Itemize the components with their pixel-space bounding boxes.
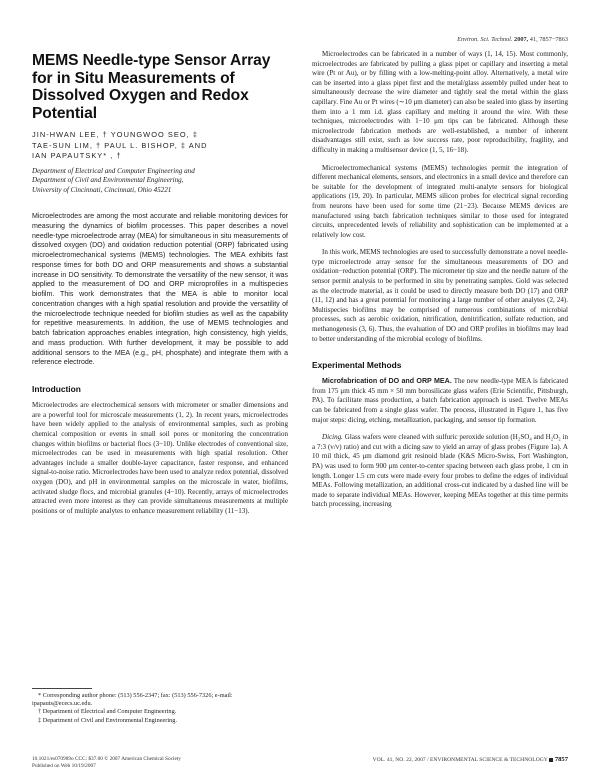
affiliation-line: University of Cincinnati, Cincinnati, Ohio 45221 [32,185,172,194]
journal-year: 2007, [514,36,529,43]
footnote-corresponding: * Corresponding author phone: (513) 556-2347; fax: (513) 556-7326; e-mail: ipapauts@ececs.uc.edu. [32,692,233,708]
journal-volume: 41, [529,36,538,43]
published-line: Published on Web 10/19/2007 [32,763,96,769]
author-line: TAE-SUN LIM, † PAUL L. BISHOP, ‡ AND [32,140,208,150]
running-header [300,36,568,43]
journal-pages: 7857−7863 [539,36,568,43]
footnotes [32,692,288,725]
subsection-runin-heading: Dicing. [322,433,343,442]
body-paragraph: Microelectrodes can be fabricated in a number of ways (1, 14, 15). Most commonly, microelectrodes are fabricated by pulling a glass pipet or capillary and inserting a metal wire (Pt or Au), or by filling with a low-melting-point alloy. Alternatively, a metal wire can be inserted into a glass pipet first and the metal/glass assembly pulled under heat to simultaneously decrease the wire diameter and tightly seal the metal within the glass capillary. Fine Au or Pt wires (∼10 μm diameter) can also be sealed into glass by inserting them into a 1 mm i.d. glass capillary and melting it around the wire. With these techniques, microelectrodes with 1−10 μm tips can be fabricated. Although these microelectrode fabrication methods are well-established, a number of inherent disadvantages still exist, such as low success rate, poor reproducibility, fragility, and difficulty in making a multisensor device (1, 5, 16−18). [312,50,568,154]
abstract: Microelectrodes are among the most accurate and reliable monitoring devices for measuring the dynamics of biofilm processes. This paper describes a novel needle-type microelectrode array (MEA) for simultaneous in situ measurements of dissolved oxygen (DO) and oxidation reduction potential (ORP) fabricated using microelectromechanical systems (MEMS) technologies. The MEA exhibits fast response times for both DO and ORP measurements and shows a substantial increase in DO sensitivity. To demonstrate the versatility of the new sensor, it was applied to the measurement of DO and ORP microprofiles in a multispecies biofilm. This work demonstrates that the MEA is able to monitor local concentration changes with a high spatial resolution and provide the versatility of the microelectrode technique needed for biofilm studies as well as the capability for repetitive measurements. In addition, the use of MEMS technologies and batch fabrication approaches enables integration, high consistency, high yields, and mass production. With further development, it may be possible to add additional sensors to the MEA (e.g., pH, phosphate) and integrate them with a reference electrode. [32,213,288,367]
affiliation-line: Department of Civil and Environmental Engineering, [32,176,184,185]
footnote-dept-cee: ‡ Department of Civil and Environmental Engineering. [38,716,178,724]
journal-name: Environ. Sci. Technol. [457,36,513,43]
affiliation-line: Department of Electrical and Computer Engineering and [32,166,195,175]
article-title: MEMS Needle-type Sensor Array for in Situ Measurements of Dissolved Oxygen and Redox Potential [32,52,271,122]
author-line: IAN PAPAUTSKY* , † [32,150,122,160]
journal-footer [300,756,568,763]
doi-footer [32,756,292,770]
journal-footer-text: VOL. 41, NO. 22, 2007 / ENVIRONMENTAL SCIENCE & TECHNOLOGY [372,757,548,763]
affiliation [32,167,288,195]
footnote-dept-ece: † Department of Electrical and Computer Engineering. [38,708,177,716]
left-column [32,52,288,516]
introduction-paragraph: Microelectrodes are electrochemical sensors with micrometer or smaller dimensions and are a powerful tool for microscale measurements (1, 2). In recent years, microelectrodes have been widely applied to the analysis of environmental samples, such as probing chemical composition or events in small soil pores or monitoring the concentration changes within biofilms or bacterial flocs (3−10). Unlike electrodes of conventional size, microelectrodes can be used in measurements with high spatial resolution. Other advantages include a smaller double-layer capacitance, faster response, and enhanced signal-to-noise ratio. Microelectrodes have been used to analyze redox potential, dissolved oxygen (DO), and pH in environmental samples on the microscale in water, biofilms, activated sludge flocs, and microbial granules (4−10). Recently, arrays of microelectrodes attracted even more interest as they can provide simultaneous measurements at multiple positions or of multiple analytes to enhance measurement reliability (11−13). [32,401,288,515]
footnote-rule [32,688,92,689]
square-bullet-icon [549,758,553,762]
page-number: 7857 [554,756,568,763]
body-paragraph: Microelectromechanical systems (MEMS) technologies permit the integration of different mechanical elements, sensors, and electronics in a small device and therefore can be suitable for the development of integrated multi-analyte sensors for biological applications (19, 20). In particular, MEMS silicon probes for electrical signal recording from neurons have been used for some time (21−23). Because MEMS devices are manufactured using batch fabrication techniques similar to those used for integrated circuits, unprecedented levels of reliability and sophistication can be implemented at a relatively low cost. [312,163,568,239]
author-line: JIN-HWAN LEE, † YOUNGWOO SEO, ‡ [32,130,199,140]
paragraph-text: The new needle-type MEA is fabricated from 175 μm thick 45 mm × 50 mm borosilicate glass wafers (Erie Scientific, Pittsburgh, PA). To facilitate mass production, a batch fabrication approach is used. Twelve MEAs can be fabricated from a single glass wafer. The process, illustrated in Figure 1, has five major steps: dicing, etching, metallization, packaging, and sensor tip formation. [312,377,568,424]
author-list [32,130,288,161]
subsection-runin-heading: Microfabrication of DO and ORP MEA. [322,377,452,386]
paragraph-text: Glass wafers were cleaned with sulfuric peroxide solution (H₂SO₄ and H₂O₂ in a 7:3 (v/v) ratio) and cut with a dicing saw to yield an array of glass probes (Figure 1a). A 10 mil thick, 45 μm diamond grit resinoid blade (K&S Micro-Swiss, Fort Washington, PA) was used to form 900 μm center-to-center spacing between each glass probe, 1 cm in length. Longer 1.5 cm cuts were made every four probes to define the edges of individual MEAs. Following metallization, an additional cross-cut indicated by a dashed line will be made to separate individual MEAs. However, keeping MEAs together at this time permits batch processing, increasing [312,433,568,509]
body-paragraph [312,433,568,510]
introduction-heading: Introduction [32,384,81,395]
body-paragraph [312,377,568,425]
right-column [312,50,568,510]
experimental-methods-heading: Experimental Methods [312,360,402,371]
body-paragraph: In this work, MEMS technologies are used to successfully demonstrate a novel needle-type microelectrode array sensor for the simultaneous measurements of DO and oxidation−reduction potential (ORP). The micrometer tip size and the needle nature of the sensor permit analysis to be performed in situ by penetrating samples. Gold was selected as the electrode material, as it could be used to directly measure both DO (17) and ORP (11, 12) and has a great potential for monitoring a large number of other analytes (2, 24). Multispecies biofilms may be comprised of numerous combinations of microbial processes, such as aerobic oxidation, nitrification, denitrification, sulfate reduction, and methanogenesis (3, 6). Thus, the evaluation of DO and ORP profiles in biofilms may lead to better understanding of the microbial ecology of biofilms. [312,248,568,343]
doi-line: 10.1021/es070989o CCC: $37.00 © 2007 American Chemical Society [32,756,181,762]
